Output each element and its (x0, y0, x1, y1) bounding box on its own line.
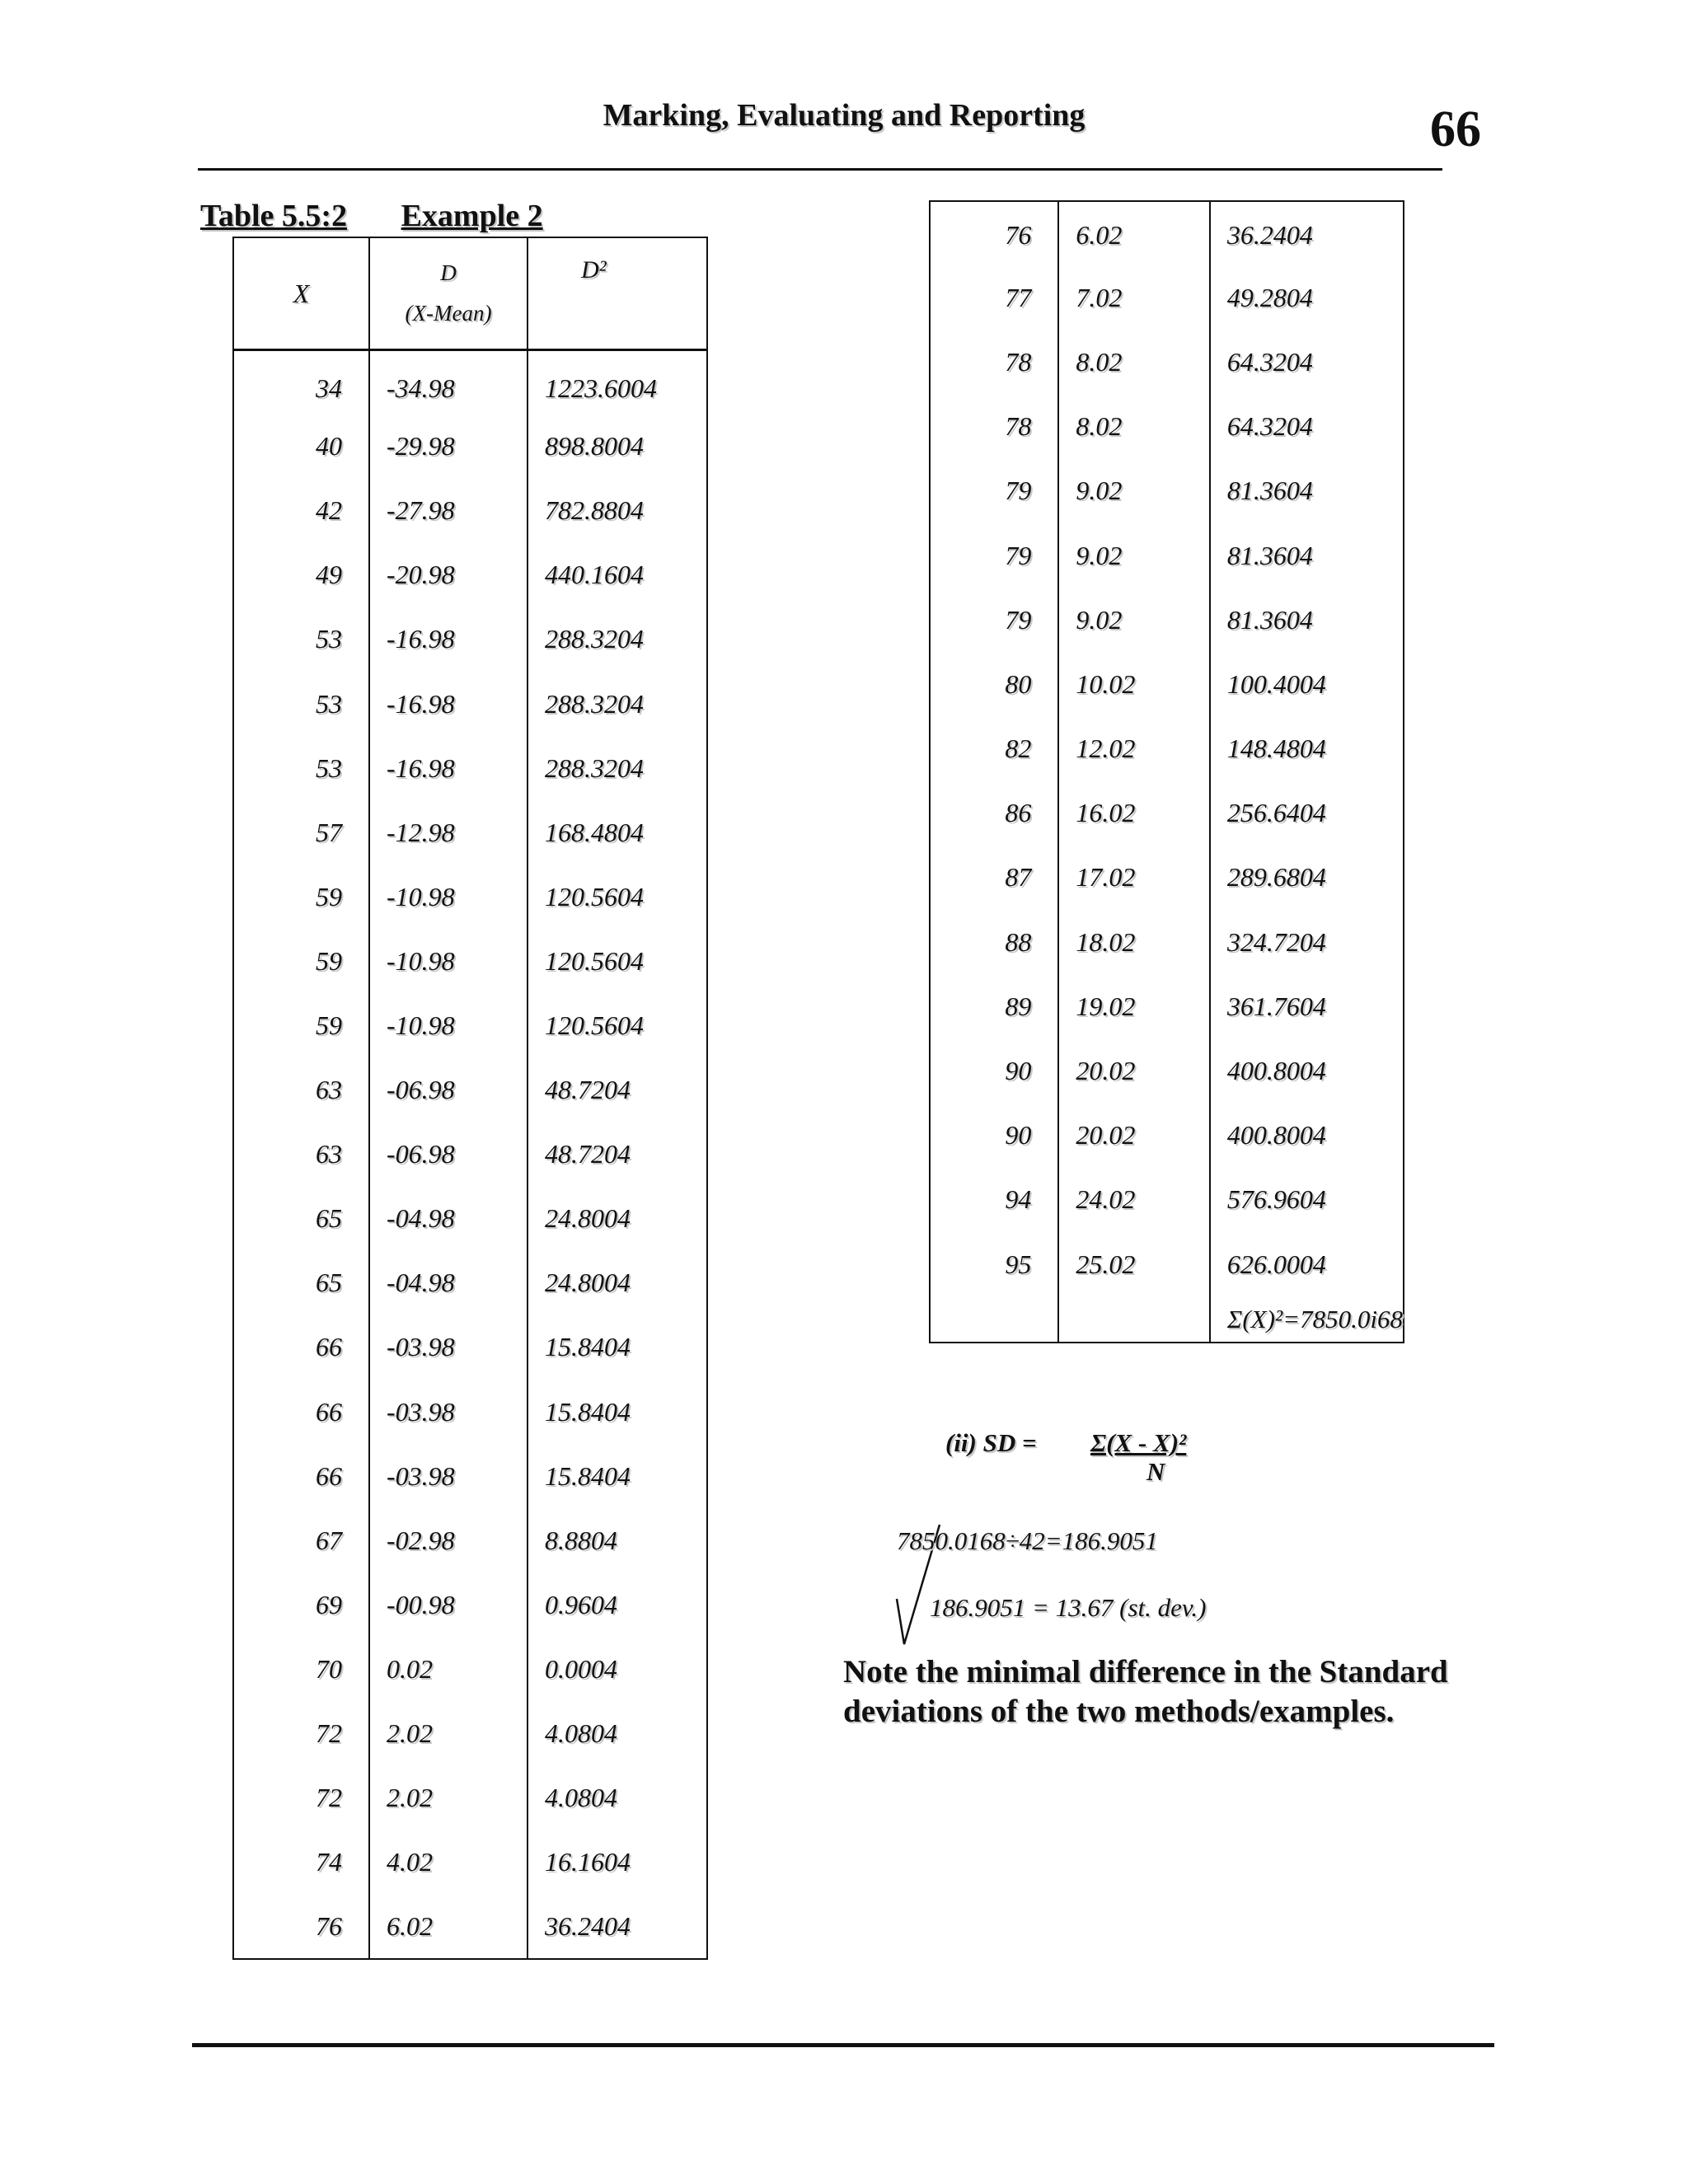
cell-d: -02.98 (369, 1508, 528, 1572)
cell-d: -10.98 (369, 993, 528, 1057)
cell-x: 90 (930, 1104, 1058, 1168)
table-row (233, 865, 707, 929)
cell-d: 20.02 (1058, 1104, 1210, 1168)
cell-d: -06.98 (369, 1058, 528, 1122)
cell-x: 57 (233, 800, 369, 865)
table-row (930, 330, 1404, 394)
cell-d: -03.98 (369, 1315, 528, 1380)
cell-d-squared: 81.3604 (1210, 459, 1404, 523)
cell-x: 78 (930, 330, 1058, 394)
table-row (930, 588, 1404, 652)
cell-x: 80 (930, 652, 1058, 716)
formula-numerator: Σ(X - X)² (1090, 1428, 1187, 1457)
cell-d-squared: 626.0004 (1210, 1232, 1404, 1296)
cell-d: -16.98 (369, 736, 528, 800)
table-caption-example: Example 2 (401, 199, 543, 233)
cell-x: 88 (930, 910, 1058, 974)
cell-x: 89 (930, 974, 1058, 1038)
cell-d: -03.98 (369, 1444, 528, 1508)
cell-x: 34 (233, 350, 369, 415)
table-row (233, 1444, 707, 1508)
cell-x: 79 (930, 588, 1058, 652)
cell-d: 25.02 (1058, 1232, 1210, 1296)
table-row (233, 543, 707, 607)
table-row (930, 1232, 1404, 1296)
cell-d: -00.98 (369, 1572, 528, 1637)
table-row (233, 800, 707, 865)
cell-d-squared: 898.8004 (528, 415, 707, 479)
cell-d-squared: 24.8004 (528, 1187, 707, 1251)
table-total-row (930, 1296, 1404, 1343)
cell-d-squared: 0.9604 (528, 1572, 707, 1637)
cell-d: -03.98 (369, 1380, 528, 1444)
table-row (233, 1637, 707, 1701)
cell-d: -10.98 (369, 929, 528, 993)
cell-x: 49 (233, 543, 369, 607)
cell-d: -04.98 (369, 1187, 528, 1251)
cell-d: 24.02 (1058, 1168, 1210, 1232)
cell-d-squared: 4.0804 (528, 1766, 707, 1830)
cell-d-squared: 8.8804 (528, 1508, 707, 1572)
table-row (233, 1380, 707, 1444)
table-row (233, 1701, 707, 1765)
cell-x: 76 (930, 201, 1058, 265)
table-caption-label: Table 5.5:2 (200, 199, 348, 233)
cell-d-squared: 36.2404 (1210, 201, 1404, 265)
cell-d-squared: 120.5604 (528, 929, 707, 993)
cell-d-squared: 288.3204 (528, 672, 707, 736)
cell-x: 66 (233, 1315, 369, 1380)
cell-d-squared: 288.3204 (528, 736, 707, 800)
cell-d: 8.02 (1058, 330, 1210, 394)
cell-x: 65 (233, 1187, 369, 1251)
cell-d-squared: 440.1604 (528, 543, 707, 607)
cell-x: 66 (233, 1380, 369, 1444)
cell-d-squared: 400.8004 (1210, 1104, 1404, 1168)
cell-d: 12.02 (1058, 717, 1210, 781)
cell-d-squared: 48.7204 (528, 1058, 707, 1122)
table-row (233, 350, 707, 415)
table-row (233, 1508, 707, 1572)
table-row (930, 1168, 1404, 1232)
cell-d: 9.02 (1058, 523, 1210, 588)
cell-d: 18.02 (1058, 910, 1210, 974)
cell-d-squared: 48.7204 (528, 1122, 707, 1187)
header-d-sub: (X-Mean) (405, 301, 492, 326)
cell-d: 9.02 (1058, 459, 1210, 523)
table-row (233, 1058, 707, 1122)
cell-d-squared: 120.5604 (528, 993, 707, 1057)
formula-label: (ii) SD = (945, 1428, 1037, 1457)
cell-x: 95 (930, 1232, 1058, 1296)
header-divider (198, 168, 1442, 171)
cell-d: 16.02 (1058, 781, 1210, 846)
deviation-table-left (232, 237, 708, 1960)
cell-x: 74 (233, 1830, 369, 1895)
cell-x: 70 (233, 1637, 369, 1701)
cell-d: 4.02 (369, 1830, 528, 1895)
cell-d-squared: 100.4004 (1210, 652, 1404, 716)
header-d (369, 237, 528, 350)
table-row (930, 910, 1404, 974)
table-row (930, 974, 1404, 1038)
cell-x: 76 (233, 1895, 369, 1959)
total-sum-cell: Σ(X)²=7850.0i68 (1210, 1296, 1404, 1343)
page-number: 66 (1430, 101, 1481, 157)
cell-d-squared: 64.3204 (1210, 395, 1404, 459)
cell-d-squared: 168.4804 (528, 800, 707, 865)
note-text: Note the minimal difference in the Standard deviations of the two methods/examples. (843, 1654, 1448, 1729)
cell-d-squared: 0.0004 (528, 1637, 707, 1701)
cell-x: 79 (930, 523, 1058, 588)
cell-d: -06.98 (369, 1122, 528, 1187)
table-row (233, 929, 707, 993)
cell-d: -12.98 (369, 800, 528, 865)
cell-d: 9.02 (1058, 588, 1210, 652)
cell-d-squared: 24.8004 (528, 1251, 707, 1315)
cell-x: 69 (233, 1572, 369, 1637)
cell-x: 67 (233, 1508, 369, 1572)
table-row (233, 1766, 707, 1830)
cell-d-squared: 782.8804 (528, 479, 707, 543)
table-row (233, 736, 707, 800)
cell-d: -20.98 (369, 543, 528, 607)
table-row (233, 1572, 707, 1637)
cell-d-squared: 576.9604 (1210, 1168, 1404, 1232)
cell-d-squared: 1223.6004 (528, 350, 707, 415)
cell-x: 77 (930, 265, 1058, 330)
cell-d: 6.02 (369, 1895, 528, 1959)
cell-x: 40 (233, 415, 369, 479)
cell-d-squared: 81.3604 (1210, 523, 1404, 588)
cell-x: 42 (233, 479, 369, 543)
cell-d: 2.02 (369, 1766, 528, 1830)
cell-d-squared: 256.6404 (1210, 781, 1404, 846)
table-header-row (233, 237, 707, 350)
table-row (930, 1104, 1404, 1168)
cell-d: 10.02 (1058, 652, 1210, 716)
table-row (930, 201, 1404, 265)
cell-d: -16.98 (369, 672, 528, 736)
table-row (233, 1187, 707, 1251)
cell-x: 86 (930, 781, 1058, 846)
cell-d: -10.98 (369, 865, 528, 929)
cell-x: 94 (930, 1168, 1058, 1232)
cell-d: 17.02 (1058, 846, 1210, 910)
cell-d-squared: 36.2404 (528, 1895, 707, 1959)
cell-x: 79 (930, 459, 1058, 523)
cell-d: 20.02 (1058, 1038, 1210, 1103)
cell-d: 7.02 (1058, 265, 1210, 330)
table-row (930, 781, 1404, 846)
table-row (930, 523, 1404, 588)
deviation-table-right (929, 200, 1404, 1343)
cell-x: 59 (233, 929, 369, 993)
table-row (233, 607, 707, 672)
empty-cell (1058, 1296, 1210, 1343)
header-x: X (233, 237, 369, 350)
cell-d-squared: 324.7204 (1210, 910, 1404, 974)
empty-cell (930, 1296, 1058, 1343)
cell-d-squared: 15.8404 (528, 1380, 707, 1444)
table-row (930, 846, 1404, 910)
cell-d: -16.98 (369, 607, 528, 672)
table-row (930, 652, 1404, 716)
cell-x: 66 (233, 1444, 369, 1508)
header-d-label: D (440, 260, 457, 285)
page-title: Marking, Evaluating and Reporting (603, 98, 1085, 133)
formula-denominator: N (1146, 1457, 1165, 1486)
calc-line-st-dev: 186.9051 = 13.67 (st. dev.) (930, 1593, 1207, 1622)
cell-d-squared: 15.8404 (528, 1444, 707, 1508)
table-row (233, 993, 707, 1057)
cell-x: 53 (233, 672, 369, 736)
cell-d: 8.02 (1058, 395, 1210, 459)
cell-d-squared: 4.0804 (528, 1701, 707, 1765)
table-row (930, 717, 1404, 781)
cell-d-squared: 81.3604 (1210, 588, 1404, 652)
cell-d-squared: 361.7604 (1210, 974, 1404, 1038)
table-row (233, 1251, 707, 1315)
footer-divider (192, 2043, 1494, 2047)
cell-x: 72 (233, 1701, 369, 1765)
cell-x: 53 (233, 736, 369, 800)
cell-d-squared: 148.4804 (1210, 717, 1404, 781)
table-row (233, 1830, 707, 1895)
table-row (233, 415, 707, 479)
cell-x: 59 (233, 865, 369, 929)
table-row (233, 672, 707, 736)
table-row (233, 1315, 707, 1380)
cell-d: 6.02 (1058, 201, 1210, 265)
cell-x: 72 (233, 1766, 369, 1830)
cell-x: 65 (233, 1251, 369, 1315)
table-row (233, 479, 707, 543)
cell-d: 19.02 (1058, 974, 1210, 1038)
cell-x: 87 (930, 846, 1058, 910)
cell-d-squared: 120.5604 (528, 865, 707, 929)
table-row (930, 459, 1404, 523)
table-row (233, 1895, 707, 1959)
table-row (930, 265, 1404, 330)
cell-x: 78 (930, 395, 1058, 459)
cell-d-squared: 288.3204 (528, 607, 707, 672)
cell-d-squared: 289.6804 (1210, 846, 1404, 910)
cell-x: 59 (233, 993, 369, 1057)
cell-d-squared: 64.3204 (1210, 330, 1404, 394)
cell-d: 2.02 (369, 1701, 528, 1765)
cell-d: 0.02 (369, 1637, 528, 1701)
cell-d: -27.98 (369, 479, 528, 543)
cell-x: 90 (930, 1038, 1058, 1103)
table-row (930, 395, 1404, 459)
header-d-squared: D² (528, 237, 707, 350)
cell-d-squared: 49.2804 (1210, 265, 1404, 330)
cell-d: -29.98 (369, 415, 528, 479)
cell-x: 82 (930, 717, 1058, 781)
cell-d: -34.98 (369, 350, 528, 415)
table-caption (200, 198, 543, 234)
table-row (233, 1122, 707, 1187)
cell-x: 63 (233, 1058, 369, 1122)
cell-x: 63 (233, 1122, 369, 1187)
cell-d-squared: 400.8004 (1210, 1038, 1404, 1103)
cell-x: 53 (233, 607, 369, 672)
cell-d: -04.98 (369, 1251, 528, 1315)
cell-d-squared: 16.1604 (528, 1830, 707, 1895)
calc-line-variance: 7850.0168÷42=186.9051 (897, 1526, 1158, 1555)
cell-d-squared: 15.8404 (528, 1315, 707, 1380)
table-row (930, 1038, 1404, 1103)
